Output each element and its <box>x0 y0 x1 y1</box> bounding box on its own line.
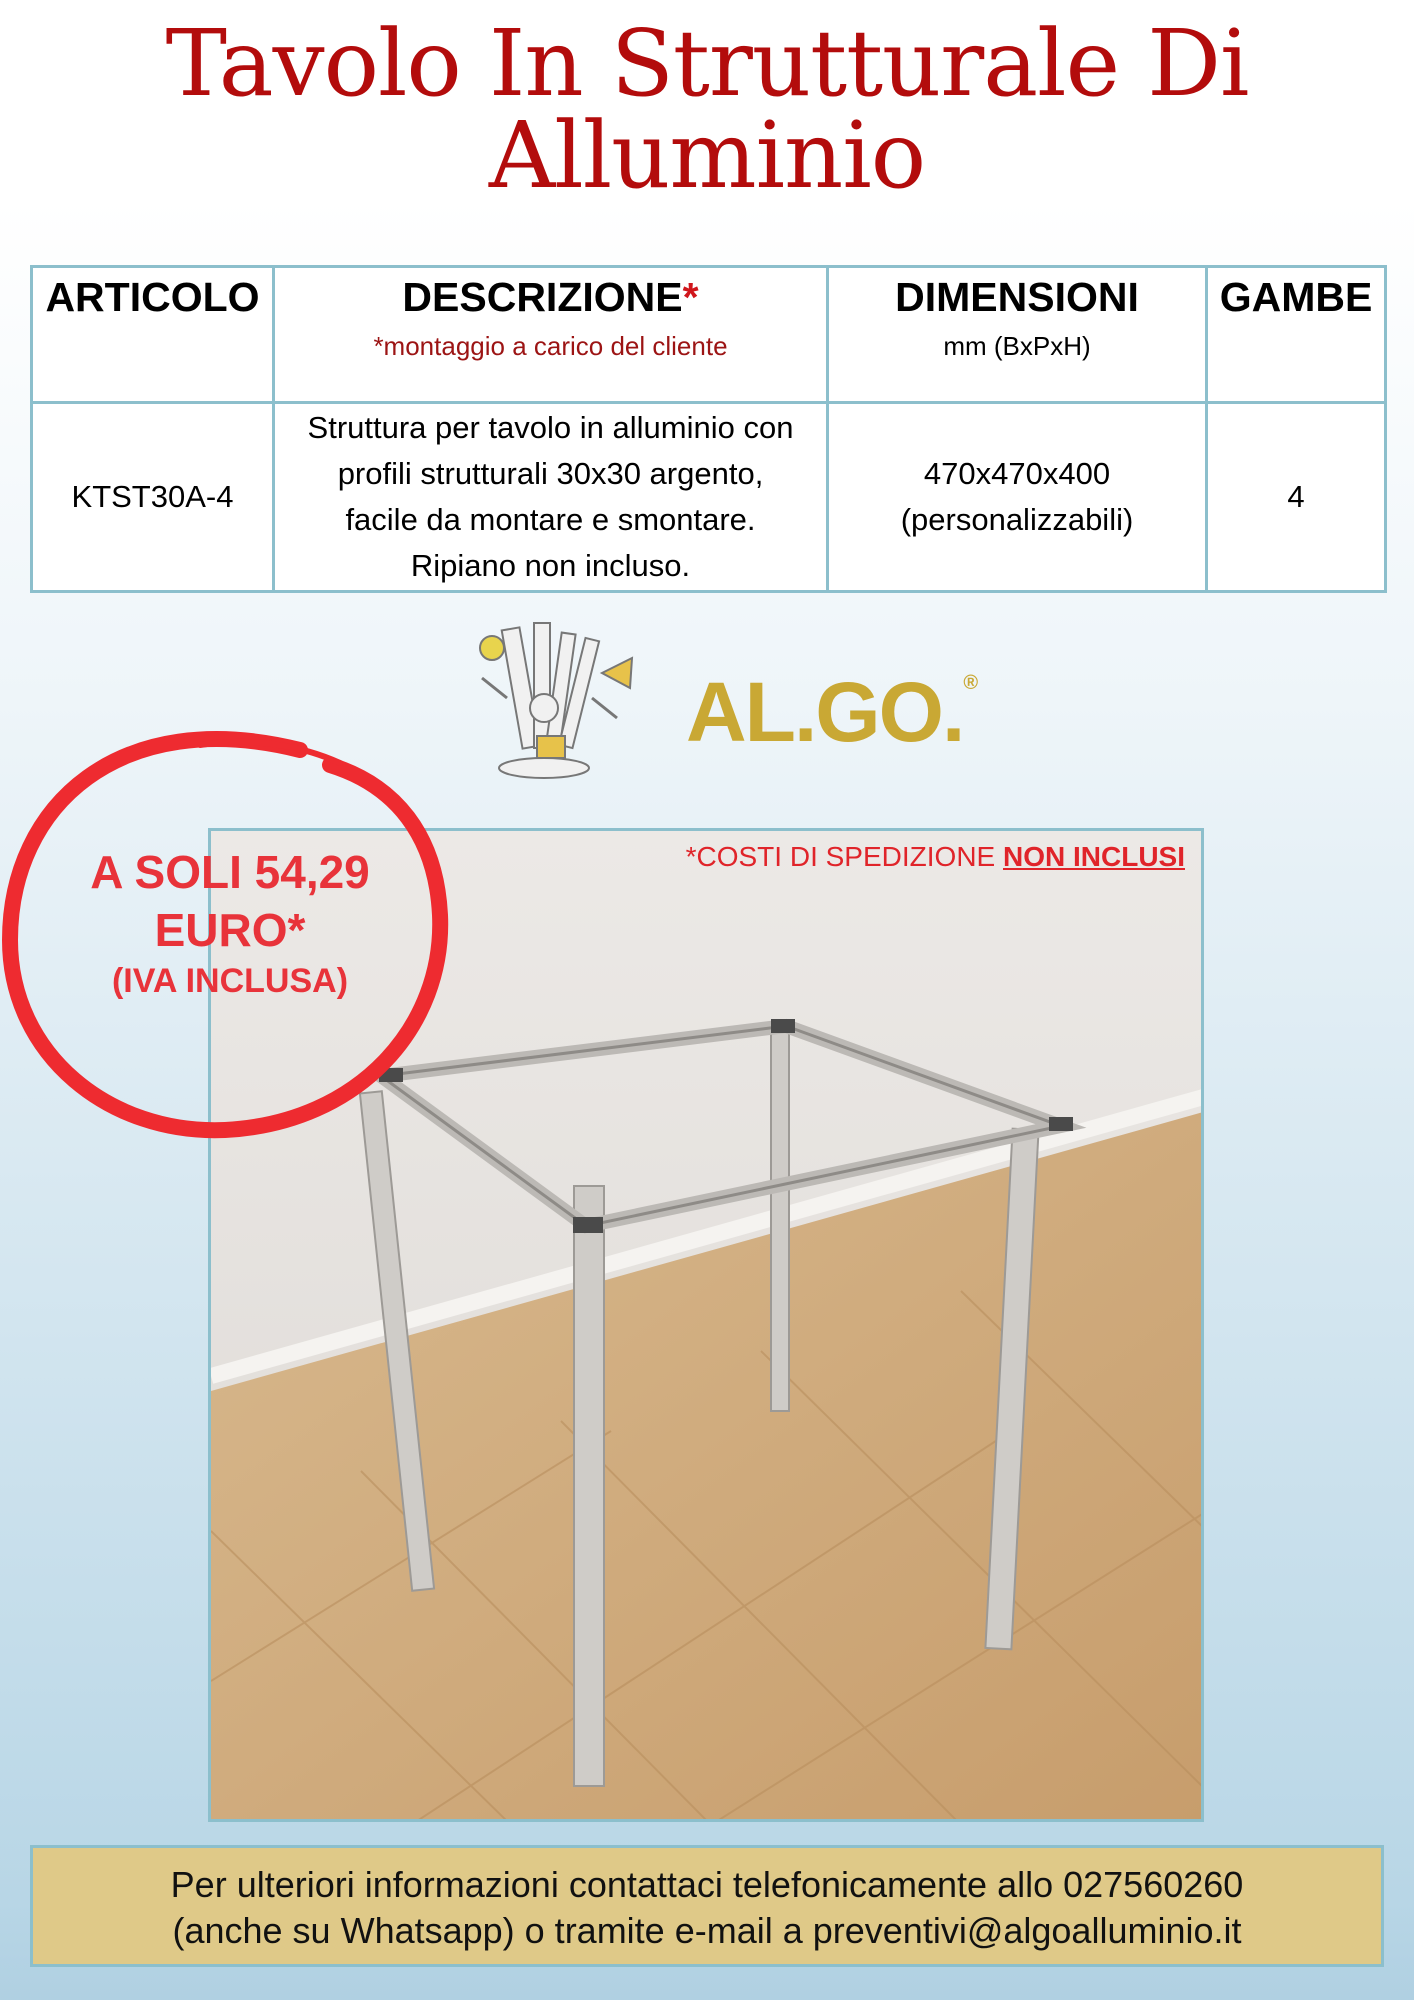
page-title <box>0 10 1414 209</box>
title-line-1: Tavolo In Strutturale Di <box>165 10 1249 117</box>
algo-logo: AL.GO.® <box>686 665 977 759</box>
cell-articolo: KTST30A-4 <box>32 403 274 592</box>
shipping-note: *COSTI DI SPEDIZIONE NON INCLUSI <box>685 841 1185 872</box>
assembly-note: *montaggio a carico del cliente <box>373 331 728 361</box>
spec-table <box>30 265 1387 593</box>
title-line-2: Alluminio <box>488 102 926 209</box>
header-star: * <box>682 274 699 320</box>
price-badge <box>20 843 440 1003</box>
price-line: A SOLI 54,29 <box>90 846 370 898</box>
vat-line: (IVA INCLUSA) <box>111 962 349 1000</box>
dimension-unit: mm (BxPxH) <box>943 331 1091 361</box>
header-dimensioni: DIMENSIONI mm (BxPxH) <box>828 267 1207 403</box>
table-row <box>32 403 1386 592</box>
cell-gambe: 4 <box>1207 403 1386 592</box>
table-header-row <box>32 267 1386 403</box>
currency-line: EURO* <box>154 904 306 956</box>
cell-descrizione: Struttura per tavolo in alluminio con profili strutturali 30x30 argento, facile da montare e smontare. Ripiano non incluso. <box>274 403 828 592</box>
contact-box <box>30 1845 1384 1967</box>
contact-line-2: (anche su Whatsapp) o tramite e-mail a preventivi@algoalluminio.it <box>172 1910 1242 1951</box>
contact-line-1: Per ulteriori informazioni contattaci telefonicamente allo 027560260 <box>170 1864 1244 1905</box>
header-articolo: ARTICOLO <box>32 267 274 403</box>
header-gambe: GAMBE <box>1207 267 1386 403</box>
header-descrizione: DESCRIZIONE* *montaggio a carico del cliente <box>274 267 828 403</box>
cell-dimensioni: 470x470x400 (personalizzabili) <box>828 403 1207 592</box>
